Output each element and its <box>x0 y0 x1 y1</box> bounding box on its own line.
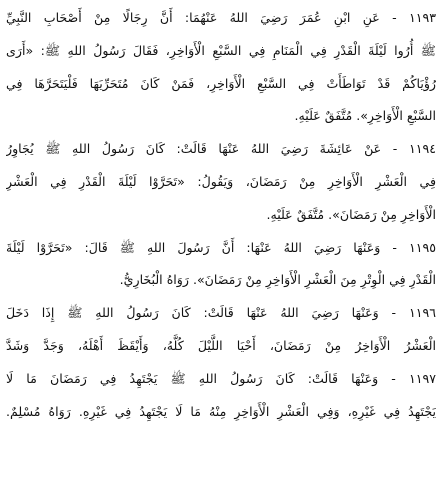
text-line-10: ١١٩٦ - وَعَنْهَا رَضِيَ اللهُ عَنْهَا قَالَتْ: كَانَ رَسُولُ اللهِ ﷺ إِذَا دَخَلَ <box>6 305 436 321</box>
text-line-2: ﷺ أُرُوا لَيْلَةَ الْقَدْرِ فِي الْمَنَامِ فِي السَّبْعِ الْأَوَاخِرِ، فَقَالَ رَسُولُ اللهِ ﷺ: «أَرَى <box>6 42 436 58</box>
text-line-13: يَجْتَهِدُ فِي غَيْرِهِ، وَفِي الْعَشْرِ الْأَوَاخِرِ مِنْهُ مَا لَا يَجْتَهِدُ فِي غَيْرِهِ. رَوَاهُ مُسْلِمٌ. <box>6 403 436 419</box>
text-line-7: الْأَوَاخِرِ مِنْ رَمَضَانَ». مُتَّفَقٌ عَلَيْهِ. <box>266 206 436 222</box>
text-line-6: فِي الْعَشْرِ الْأَوَاخِرِ مِنْ رَمَضَانَ، وَيَقُولُ: «تَحَرَّوْا لَيْلَةَ الْقَدْرِ فِي الْعَشْرِ <box>6 173 436 189</box>
text-line-11: الْعَشْرُ الْأَوَاخِرُ مِنْ رَمَضَانَ، أَحْيَا اللَّيْلَ كُلَّهُ، وَأَيْقَظَ أَهْلَهُ، وَجَدَّ وَشَدَّ <box>6 337 436 353</box>
text-line-12: ١١٩٧ - وَعَنْهَا قَالَتْ: كَانَ رَسُولُ اللهِ ﷺ يَجْتَهِدُ فِي رَمَضَانَ مَا لَا <box>6 370 436 386</box>
text-line-8: ١١٩٥ - وَعَنْهَا رَضِيَ اللهُ عَنْهَا: أَنَّ رَسُولَ اللهِ ﷺ قَالَ: «تَحَرَّوْا لَيْلَةَ <box>6 239 436 255</box>
text-line-9: الْقَدْرِ فِي الْوِتْرِ مِنَ الْعَشْرِ الْأَوَاخِرِ مِنْ رَمَضَانَ». رَوَاهُ الْبُخَارِيُّ. <box>119 272 436 288</box>
hadith-page <box>6 2 436 494</box>
text-line-3: رُؤْيَاكُمْ قَدْ تَوَاطَأَتْ فِي السَّبْعِ الْأَوَاخِرِ، فَمَنْ كَانَ مُتَحَرِّيَهَا فَلْيَتَحَرَّهَا فِي <box>6 75 436 91</box>
text-line-4: السَّبْعِ الْأَوَاخِرِ». مُتَّفَقٌ عَلَيْهِ. <box>294 108 436 124</box>
text-line-5: ١١٩٤ - عَنْ عَائِشَةَ رَضِيَ اللهُ عَنْهَا قَالَتْ: كَانَ رَسُولُ اللهِ ﷺ يُجَاوِرُ <box>6 141 436 157</box>
text-line-1: ١١٩٣ - عَنِ ابْنِ عُمَرَ رَضِيَ اللهُ عَنْهُمَا: أَنَّ رِجَالًا مِنْ أَصْحَابِ النَّبِيِّ <box>6 10 436 25</box>
